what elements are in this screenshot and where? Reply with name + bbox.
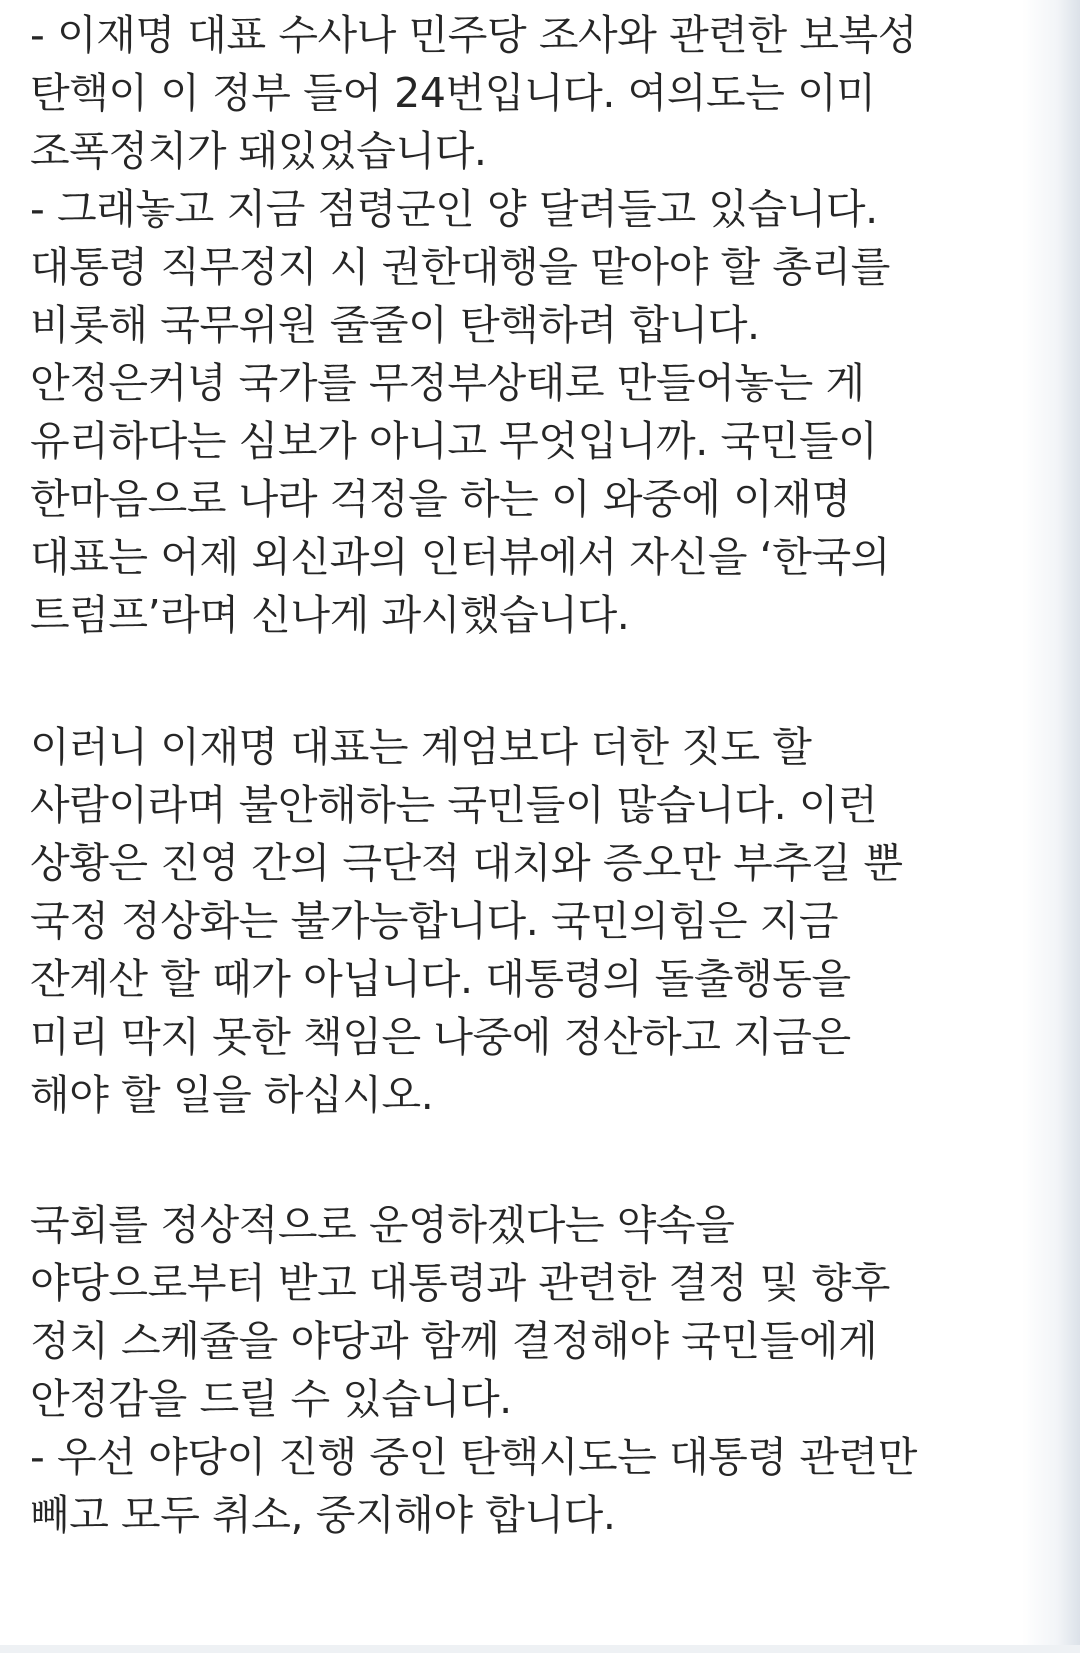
post-text-line: 해야 할 일을 하십시오.: [30, 1071, 434, 1119]
post-text-line: 사람이라며 불안해하는 국민들이 많습니다. 이런: [30, 781, 878, 829]
post-text-line: 대표는 어제 외신과의 인터뷰에서 자신을 ‘한국의: [30, 533, 890, 581]
post-text-line: 트럼프’라며 신나게 과시했습니다.: [30, 591, 630, 639]
post-text-line: 국정 정상화는 불가능합니다. 국민의힘은 지금: [30, 897, 839, 945]
post-text-line: 비롯해 국무위원 줄줄이 탄핵하려 합니다.: [30, 301, 760, 349]
post-text-line: 국회를 정상적으로 운영하겠다는 약속을: [30, 1201, 735, 1249]
post-text-line: 미리 막지 못한 책임은 나중에 정산하고 지금은: [30, 1013, 851, 1061]
right-edge-shadow: [1022, 0, 1080, 1653]
post-text-line: - 그래놓고 지금 점령군인 양 달려들고 있습니다.: [30, 185, 878, 233]
post-text-line: - 이재명 대표 수사나 민주당 조사와 관련한 보복성: [30, 11, 917, 59]
post-text-line: 한마음으로 나라 걱정을 하는 이 와중에 이재명: [30, 475, 851, 523]
post-text-line: - 우선 야당이 진행 중인 탄핵시도는 대통령 관련만: [30, 1433, 917, 1481]
post-text-line: 안정감을 드릴 수 있습니다.: [30, 1375, 512, 1423]
post-text-line: 정치 스케쥴을 야당과 함께 결정해야 국민들에게: [30, 1317, 878, 1365]
post-text-line: 빼고 모두 취소, 중지해야 합니다.: [30, 1491, 616, 1539]
post-text-line: 유리하다는 심보가 아니고 무엇입니까. 국민들이: [30, 417, 878, 465]
post-text-line: 조폭정치가 돼있었습니다.: [30, 127, 487, 175]
post-text-line: 이러니 이재명 대표는 계엄보다 더한 짓도 할: [30, 723, 812, 771]
post-text-line: 잔계산 할 때가 아닙니다. 대통령의 돌출행동을: [30, 955, 851, 1003]
post-text-line: 안정은커녕 국가를 무정부상태로 만들어놓는 게: [30, 359, 865, 407]
post-text-line: 탄핵이 이 정부 들어 24번입니다. 여의도는 이미: [30, 69, 876, 117]
post-text-line: 상황은 진영 간의 극단적 대치와 증오만 부추길 뿐: [30, 839, 903, 887]
post-text-line: 대통령 직무정지 시 권한대행을 맡아야 할 총리를: [30, 243, 890, 291]
post-text-line: 야당으로부터 받고 대통령과 관련한 결정 및 향후: [30, 1259, 890, 1307]
bottom-edge-bar: [0, 1645, 1080, 1653]
